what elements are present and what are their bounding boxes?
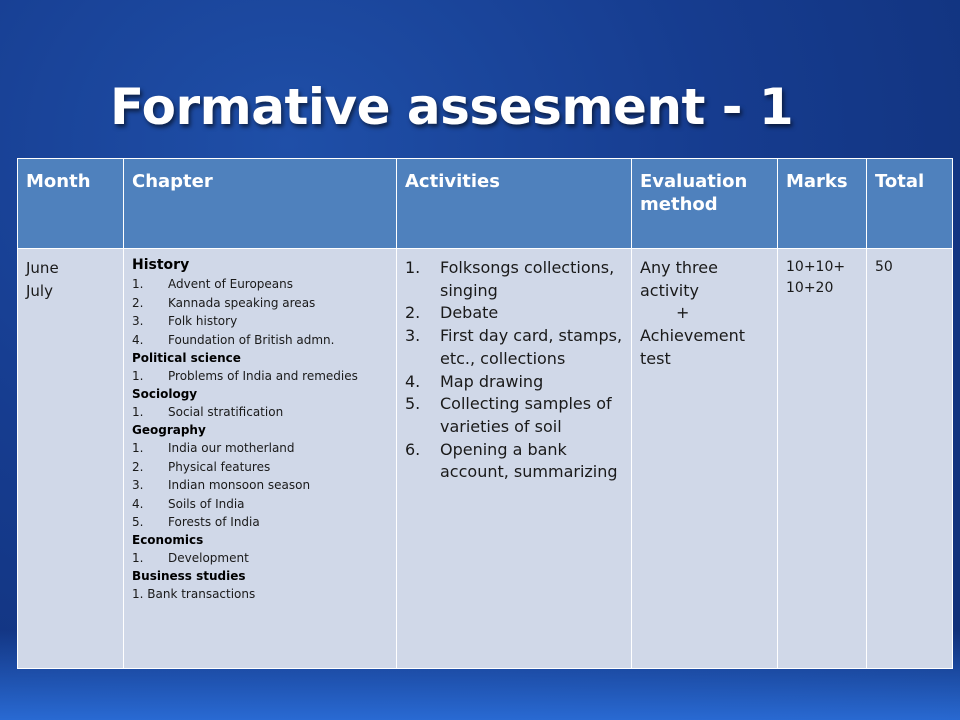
section-heading: History <box>132 257 190 273</box>
section-heading: Sociology <box>132 386 198 401</box>
list-item: 1. Problems of India and remedies <box>132 369 358 384</box>
list-item: 1. Social stratification <box>132 405 284 420</box>
section-heading: Business studies <box>132 568 246 583</box>
list-item: 5. Forests of India <box>132 515 260 530</box>
evaluation-text: Any three activity <box>640 258 718 300</box>
marks-line: 10+20 <box>786 280 834 296</box>
list-item: 2. Debate <box>405 303 499 323</box>
list-item: 3. Indian monsoon season <box>132 478 311 493</box>
list-item: 3. First day card, stamps, etc., collections <box>405 326 623 368</box>
list-item: 5. Collecting samples of varieties of soil <box>405 394 612 437</box>
topic-list <box>132 439 388 532</box>
topic-list <box>132 549 388 568</box>
month-june: June <box>26 259 59 277</box>
topic-list <box>132 275 388 349</box>
header-chapter: Chapter <box>124 159 397 249</box>
list-item: 3. Folk history <box>132 314 238 329</box>
header-month: Month <box>18 159 124 249</box>
list-item: 1. Bank transactions <box>132 587 256 602</box>
month-july: July <box>26 281 53 300</box>
topic-list <box>132 367 388 386</box>
topic-list <box>132 403 388 422</box>
header-total: Total <box>867 159 953 249</box>
month-cell <box>18 249 124 669</box>
slide-title: Formative assesment - 1 <box>110 78 794 136</box>
list-item: 4. Map drawing <box>405 371 544 391</box>
total-cell <box>867 249 953 669</box>
section-heading: Economics <box>132 533 204 547</box>
list-item: 1. Advent of Europeans <box>132 277 294 292</box>
chapter-cell <box>124 249 397 669</box>
activity-list <box>405 257 623 484</box>
list-item: 1. India our motherland <box>132 441 295 456</box>
section-heading: Political science <box>132 350 241 365</box>
header-evaluation: Evaluation method <box>632 159 778 249</box>
evaluation-plus: + <box>676 303 690 323</box>
list-item: 2. Kannada speaking areas <box>132 295 316 310</box>
list-item: 1. Folksongs collections, singing <box>405 258 615 300</box>
list-item: 1. Development <box>132 551 249 566</box>
assessment-table <box>17 158 953 669</box>
total-value: 50 <box>875 259 893 275</box>
list-item: 4. Soils of India <box>132 496 245 511</box>
list-item: 6. Opening a bank account, summarizing <box>405 439 618 482</box>
evaluation-text: Achievement test <box>640 326 746 368</box>
evaluation-cell <box>632 249 778 669</box>
table-row <box>18 249 953 669</box>
marks-line: 10+10+ <box>786 259 846 275</box>
activities-cell <box>397 249 632 669</box>
header-marks: Marks <box>778 159 867 249</box>
header-row <box>18 159 953 249</box>
list-item: 2. Physical features <box>132 459 271 474</box>
section-heading: Geography <box>132 422 206 437</box>
list-item: 4. Foundation of British admn. <box>132 333 335 348</box>
header-activities: Activities <box>397 159 632 249</box>
marks-cell <box>778 249 867 669</box>
